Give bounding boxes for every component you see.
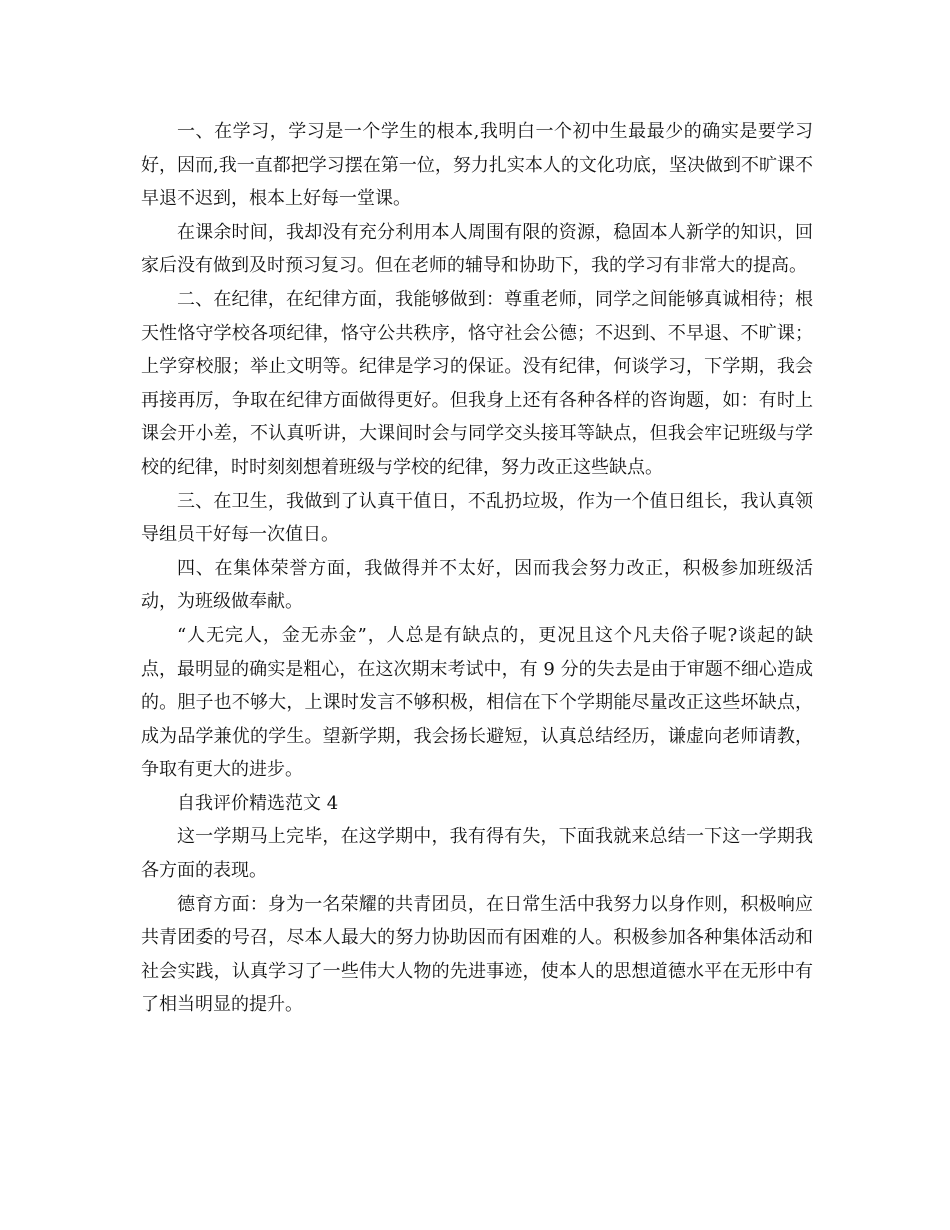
paragraph-shortcomings: “人无完人，金无赤金”，人总是有缺点的，更况且这个凡夫俗子呢?谈起的缺点，最明显的确实是粗心，在这次期末考试中，有 9 分的失去是由于审题不细心造成的。胆子也不够大，上课时发言不够积极，相信在下个学期能尽量改正这些坏缺点，成为品学兼优的学生。望新学期，我会扬长避短，认真总结经历，谦虚向老师请教，争取有更大的进步。 <box>141 624 813 781</box>
section-heading: 自我评价精选范文 4 <box>177 792 339 814</box>
paragraph-semester-intro: 这一学期马上完毕，在这学期中，我有得有失，下面我就来总结一下这一学期我各方面的表现。 <box>141 826 813 882</box>
paragraph-spare-time: 在课余时间，我却没有充分利用本人周围有限的资源，稳固本人新学的知识，回家后没有做到及时预习复习。但在老师的辅导和协助下，我的学习有非常大的提高。 <box>141 221 813 277</box>
paragraph-moral-education: 德育方面：身为一名荣耀的共青团员，在日常生活中我努力以身作则，积极响应共青团委的号召，尽本人最大的努力协助因而有困难的人。积极参加各种集体活动和社会实践，认真学习了一些伟大人物的先进事迹，使本人的思想道德水平在无形中有了相当明显的提升。 <box>141 893 813 1016</box>
paragraph-discipline: 二、在纪律，在纪律方面，我能够做到：尊重老师，同学之间能够真诚相待；根天性恪守学校各项纪律，恪守公共秩序，恪守社会公德；不迟到、不早退、不旷课；上学穿校服；举止文明等。纪律是学习的保证。没有纪律，何谈学习，下学期，我会再接再厉，争取在纪律方面做得更好。但我身上还有各种各样的咨询题，如：有时上课会开小差，不认真听讲，大课间时会与同学交头接耳等缺点，但我会牢记班级与学校的纪律，时时刻刻想着班级与学校的纪律，努力改正这些缺点。 <box>141 288 813 478</box>
document-body <box>141 115 813 1022</box>
paragraph-study: 一、在学习，学习是一个学生的根本,我明白一个初中生最最少的确实是要学习好，因而,我一直都把学习摆在第一位，努力扎实本人的文化功底，坚决做到不旷课不早退不迟到，根本上好每一堂课。 <box>141 121 813 210</box>
paragraph-hygiene: 三、在卫生，我做到了认真干值日，不乱扔垃圾，作为一个值日组长，我认真领导组员干好每一次值日。 <box>141 490 813 546</box>
paragraph-collective-honor: 四、在集体荣誉方面，我做得并不太好，因而我会努力改正，积极参加班级活动，为班级做奉献。 <box>141 557 813 613</box>
